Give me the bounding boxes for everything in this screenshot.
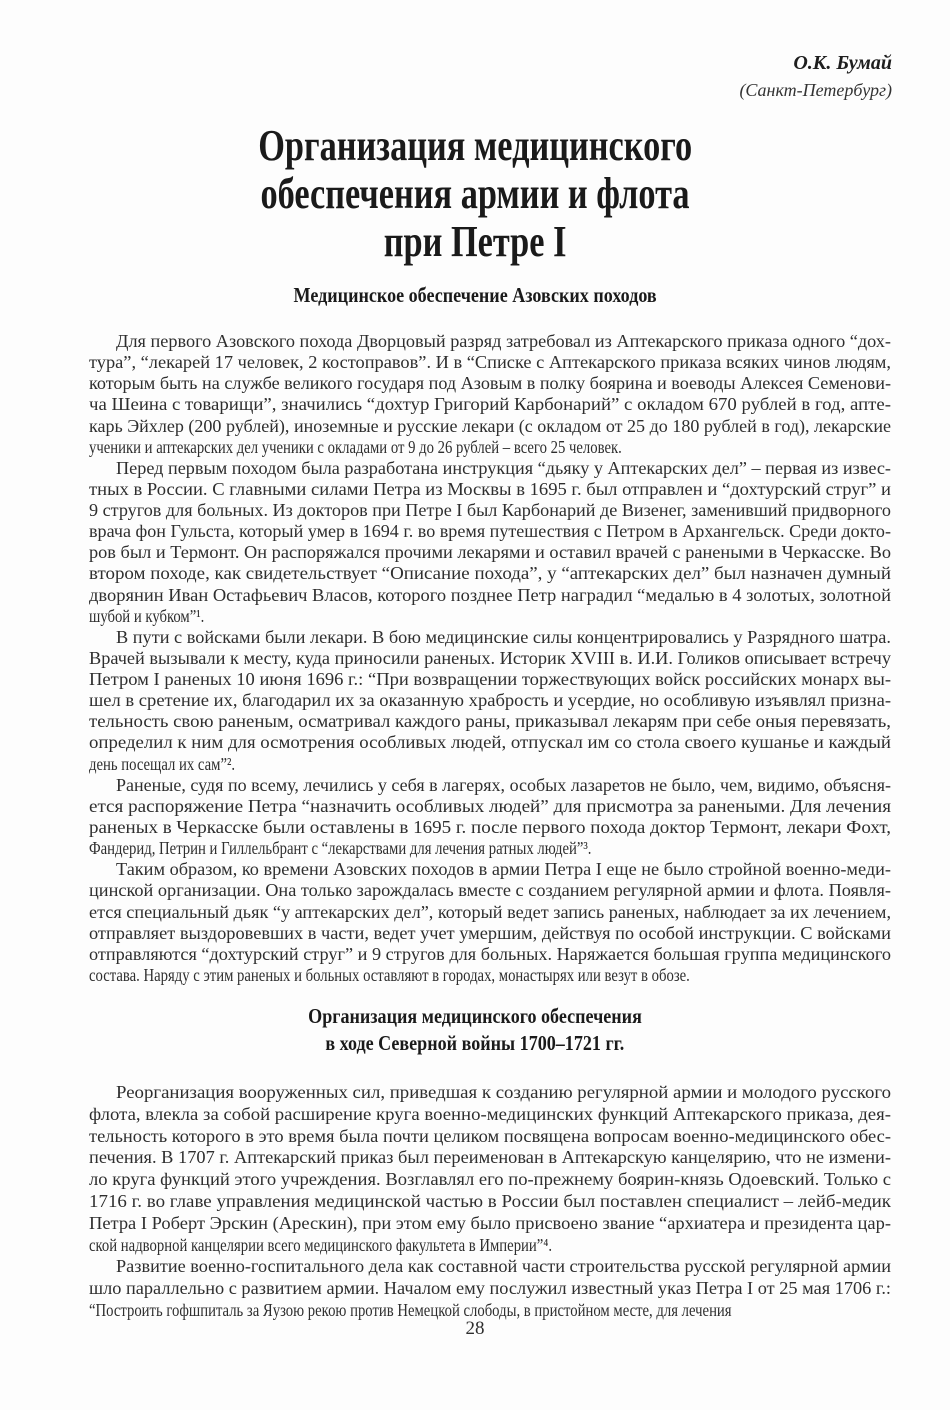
body-text-line: ча Шеина с товарищи”, значились “дохтур Григорий Карбонарий” с окладом 670 рублей в год, апте-	[89, 394, 891, 415]
body-text-line: шло параллельно с развитием армии. Началом ему послужил известный указ Петра I от 25 мая 1706 г.:	[89, 1278, 892, 1299]
body-text-line: тельность свою раненым, осматривал каждого раны, приказывал лекарям при себе оныя перевязать,	[89, 711, 891, 732]
body-text-line: шел в сретение их, благодарил их за оказанную храбрость и усердие, но особливую изъявлял призна-	[89, 690, 891, 711]
body-text-line: ской надворной канцелярии всего медицинского факультета в Империи”⁴.	[89, 1234, 553, 1255]
body-text-line: Петра I Роберт Эрскин (Арескин), при этом ему было присвоено звание “архиатера и президента цар-	[89, 1212, 891, 1233]
body-text-line: тных в России. С главными силами Петра из Москвы в 1695 г. был отправлен и “дохтурский струг” и	[89, 478, 892, 499]
body-text-line: тура”, “лекарей 17 человек, 2 костоправов”. И в “Списке с Аптекарского приказа всяких чинов людям,	[89, 352, 891, 373]
section-heading-northern-war-line-1: Организация медицинского обеспечения	[308, 1004, 642, 1028]
body-text-line: Развитие военно-госпитального дела как составной части строительства русской регулярной армии	[116, 1256, 891, 1277]
author-affiliation: (Санкт-Петербург)	[739, 80, 892, 100]
section-heading-azov: Медицинское обеспечение Азовских походов	[293, 283, 657, 307]
body-text-line: Для первого Азовского похода Дворцовый разряд затребовал из Аптекарского приказа одного “дох-	[116, 331, 891, 351]
body-text-line: 9 стругов для больных. Из докторов при Петре I был Карбонарий де Визенег, заменивший придворного	[89, 500, 891, 521]
body-text-line: которым быть на службе великого государя под Азовым в полку боярина и воеводы Алексея Семенови-	[89, 373, 892, 394]
body-text-line: “Построить гофшпиталь за Яузою рекою против Немецкой слободы, в пристойном месте, для лечения	[89, 1300, 732, 1320]
body-text-line: ученики и аптекарских дел ученики с окладами от 9 до 26 рублей – всего 25 человек.	[89, 436, 622, 457]
body-text-line: 1716 г. во главе управления медицинской частью в России был поставлен специалист – лейб-медик	[89, 1191, 891, 1211]
body-text-line: отправляет выздоровевших в части, ведет учет умершим, действуя по особой инструкции. С войсками	[89, 922, 891, 943]
body-text-line: карь Эйхлер (200 рублей), иноземные и русские лекари (с окладом от 25 до 180 рублей в год), лекарские	[89, 415, 891, 436]
body-text-line: В пути с войсками были лекари. В бою медицинские силы концентрировались у Разрядного шатра.	[116, 626, 891, 647]
body-text-line: Раненые, судя по всему, лечились у себя в лагерях, особых лазаретов не было, чем, видимо, объясня-	[116, 774, 891, 795]
page-title-line-3: при Петре I	[383, 217, 567, 266]
body-text-line: печения. В 1707 г. Аптекарский приказ был переименован в Аптекарскую канцелярию, что не измени-	[89, 1147, 891, 1168]
body-text-line: цинской организации. Она только зарождалась вместе с созданием регулярной армии и флота. Появля-	[89, 880, 892, 901]
body-text-line: флота, влекла за собой расширение круга военно-медицинских функций Аптекарского приказа, дея-	[89, 1103, 891, 1124]
body-text-line: определил к ним для осмотрения особливых людей, отпускал им со стола своего кушанье и каждый	[89, 732, 892, 753]
body-text-line: ется специальный дьяк “у аптекарских дел”, который ведет запись раненых, наблюдает за их лечением,	[89, 901, 891, 922]
page-title-line-2: обеспечения армии и флота	[260, 169, 690, 218]
body-text-line: ло круга функций этого учреждения. Возглавлял его по-прежнему боярин-князь Одоевский. Только с	[89, 1169, 891, 1190]
body-text-line: состава. Наряду с этим раненых и больных оставляют в городах, монастырях или везут в обозе.	[89, 964, 690, 985]
body-text-line: день посещал их сам”².	[89, 753, 236, 774]
body-text-line: ется распоряжение Петра “назначить особливых людей” для присмотра за ранеными. Для лечения	[89, 795, 891, 816]
page-title-line-1: Организация медицинского	[258, 121, 692, 170]
body-text-line: Таким образом, ко времени Азовских походов в армии Петра I еще не было стройной военно-меди-	[116, 859, 892, 880]
body-text-line: Фандерид, Петрин и Гиллельбрант с “лекарствами для лечения ратных людей”³.	[89, 838, 592, 859]
body-text-line: дворянин Иван Остафьевич Власов, которого позднее Петр наградил “медалью в 4 золотых, золотной	[89, 584, 891, 605]
body-text-line: Врачей вызывали к месту, куда приносили раненых. Историк XVIII в. И.И. Голиков описывает встречу	[89, 647, 891, 668]
body-text-line: тельность которого в это время была почти целиком посвящена вопросам военно-медицинского обес-	[89, 1125, 891, 1146]
body-text-line: Перед первым походом была разработана инструкция “дьяку у Аптекарских дел” – первая из извес-	[116, 457, 891, 478]
page-number: 28	[465, 1318, 485, 1339]
section-heading-northern-war-line-2: в ходе Северной войны 1700–1721 гг.	[325, 1031, 625, 1055]
body-text-line: раненых в Черкасске были оставлены в 1695 г. после первого похода доктор Термонт, лекари Фохт,	[89, 816, 891, 837]
body-text-line: Петром I раненых 10 июня 1696 г.: “При возвращении торжествующих войск российских монарх вы-	[89, 669, 891, 690]
body-text-line: втором походе, как свидетельствует “Описание похода”, у “аптекарских дел” был назначен думный	[89, 563, 891, 584]
author-name: О.К. Бумай	[793, 52, 892, 74]
body-text-line: ров был и Термонт. Он распоряжался прочими лекарями и оставил врачей с ранеными в Черкасске. Во	[89, 542, 891, 563]
body-text-line: шубой и кубком”¹.	[89, 605, 205, 626]
body-text-line: отправляются “дохтурский струг” и 9 стругов для больных. Наряжается большая группа медицинского	[89, 943, 891, 964]
body-text-line: Реорганизация вооруженных сил, приведшая к созданию регулярной армии и молодого русского	[116, 1082, 891, 1102]
body-text-line: врача фон Гульста, который умер в 1694 г. во время путешествия с Петром в Архангельск. Среди докто-	[89, 521, 891, 542]
